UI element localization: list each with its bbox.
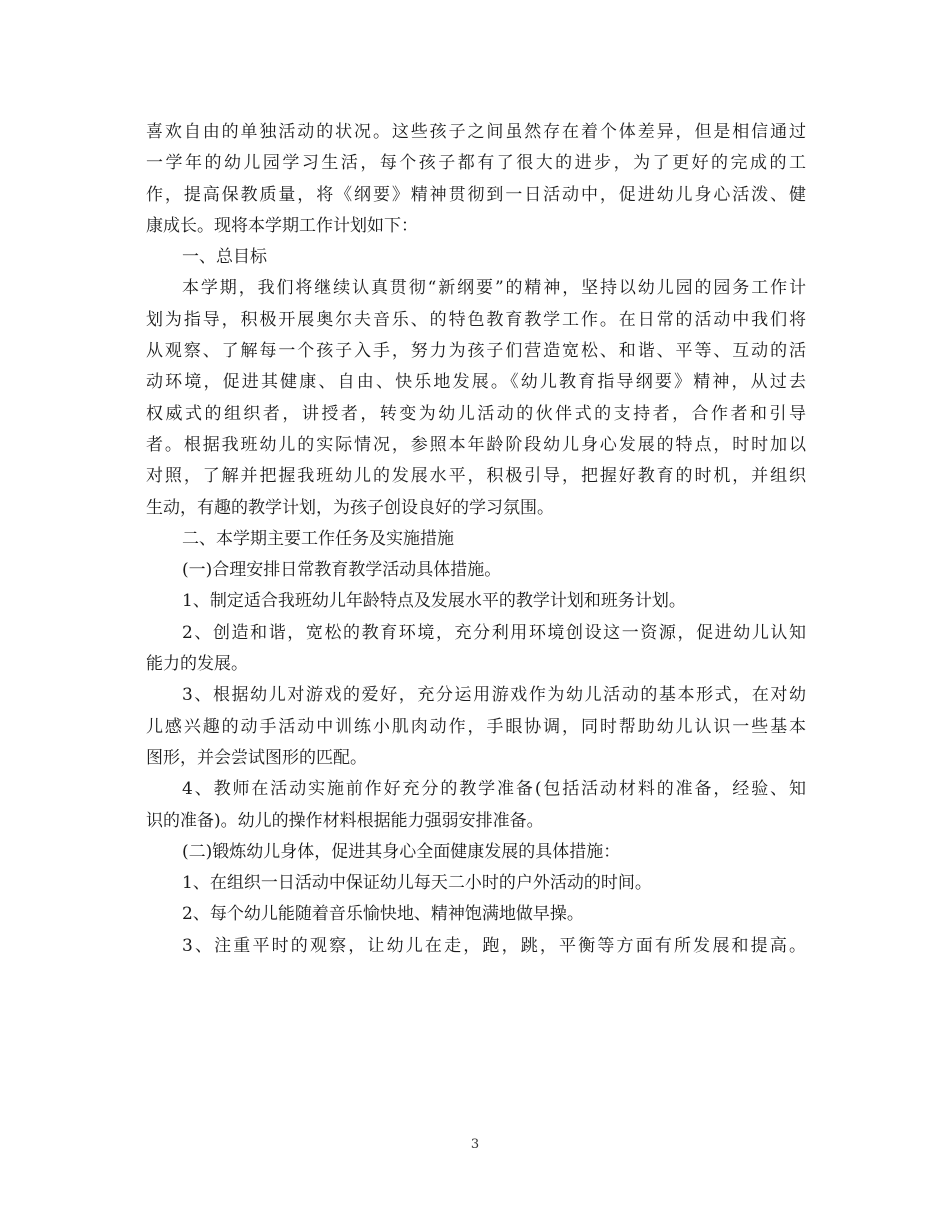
text-line: 1、在组织一日活动中保证幼儿每天二小时的户外活动的时间。: [182, 873, 652, 894]
text-line: 本学期，我们将继续认真贯彻“新纲要”的精神，坚持以幼儿园的园务工作计: [182, 278, 806, 299]
text-line: 喜欢自由的单独活动的状况。这些孩子之间虽然存在着个体差异，但是相信通过: [146, 122, 806, 142]
text-line: 图形，并会尝试图形的匹配。: [146, 747, 367, 768]
text-line: 3、注重平时的观察，让幼儿在走，跑，跳，平衡等方面有所发展和提高。: [182, 935, 806, 956]
text-line: (二)锻炼幼儿身体，促进其身心全面健康发展的具体措施：: [182, 841, 621, 862]
text-line: 识的准备)。幼儿的操作材料根据能力强弱安排准备。: [146, 810, 544, 831]
text-line: 1、制定适合我班幼儿年龄特点及发展水平的教学计划和班务计划。: [182, 591, 686, 612]
text-line: 动环境，促进其健康、自由、快乐地发展。《幼儿教育指导纲要》精神，从过去: [146, 372, 806, 393]
text-line: 能力的发展。: [146, 654, 248, 675]
text-line: 对照，了解并把握我班幼儿的发展水平，积极引导，把握好教育的时机，并组织: [146, 466, 806, 487]
text-line: 二、本学期主要工作任务及实施措施: [182, 528, 454, 549]
text-line: 2、创造和谐，宽松的教育环境，充分利用环境创设这一资源，促进幼儿认知: [182, 622, 806, 643]
text-line: (一)合理安排日常教育教学活动具体措施。: [182, 560, 502, 581]
text-line: 一学年的幼儿园学习生活，每个孩子都有了很大的进步，为了更好的完成的工: [146, 153, 806, 174]
document-body: [146, 117, 806, 962]
text-line: 4、教师在活动实施前作好充分的教学准备(包括活动材料的准备，经验、知: [182, 779, 806, 800]
text-line: 划为指导，积极开展奥尔夫音乐、的特色教育教学工作。在日常的活动中我们将: [146, 309, 806, 330]
text-line: 2、每个幼儿能随着音乐愉快地、精神饱满地做早操。: [182, 904, 584, 925]
text-line: 者。根据我班幼儿的实际情况，参照本年龄阶段幼儿身心发展的特点，时时加以: [146, 434, 806, 455]
text-line: 权威式的组织者，讲授者，转变为幼儿活动的伙伴式的支持者，合作者和引导: [146, 403, 806, 424]
text-line: 从观察、了解每一个孩子入手，努力为孩子们营造宽松、和谐、平等、互动的活: [146, 341, 806, 362]
text-line: 康成长。现将本学期工作计划如下：: [146, 215, 418, 236]
text-line: 一、总目标: [182, 247, 267, 268]
text-line: 3、根据幼儿对游戏的爱好，充分运用游戏作为幼儿活动的基本形式，在对幼: [182, 685, 806, 706]
text-line: 生动，有趣的教学计划，为孩子创设良好的学习氛围。: [146, 497, 554, 518]
text-line: 作，提高保教质量，将《纲要》精神贯彻到一日活动中，促进幼儿身心活泼、健: [146, 184, 806, 205]
text-line: 儿感兴趣的动手活动中训练小肌肉动作，手眼协调，同时帮助幼儿认识一些基本: [146, 716, 806, 737]
page-number: 3: [470, 1137, 480, 1152]
